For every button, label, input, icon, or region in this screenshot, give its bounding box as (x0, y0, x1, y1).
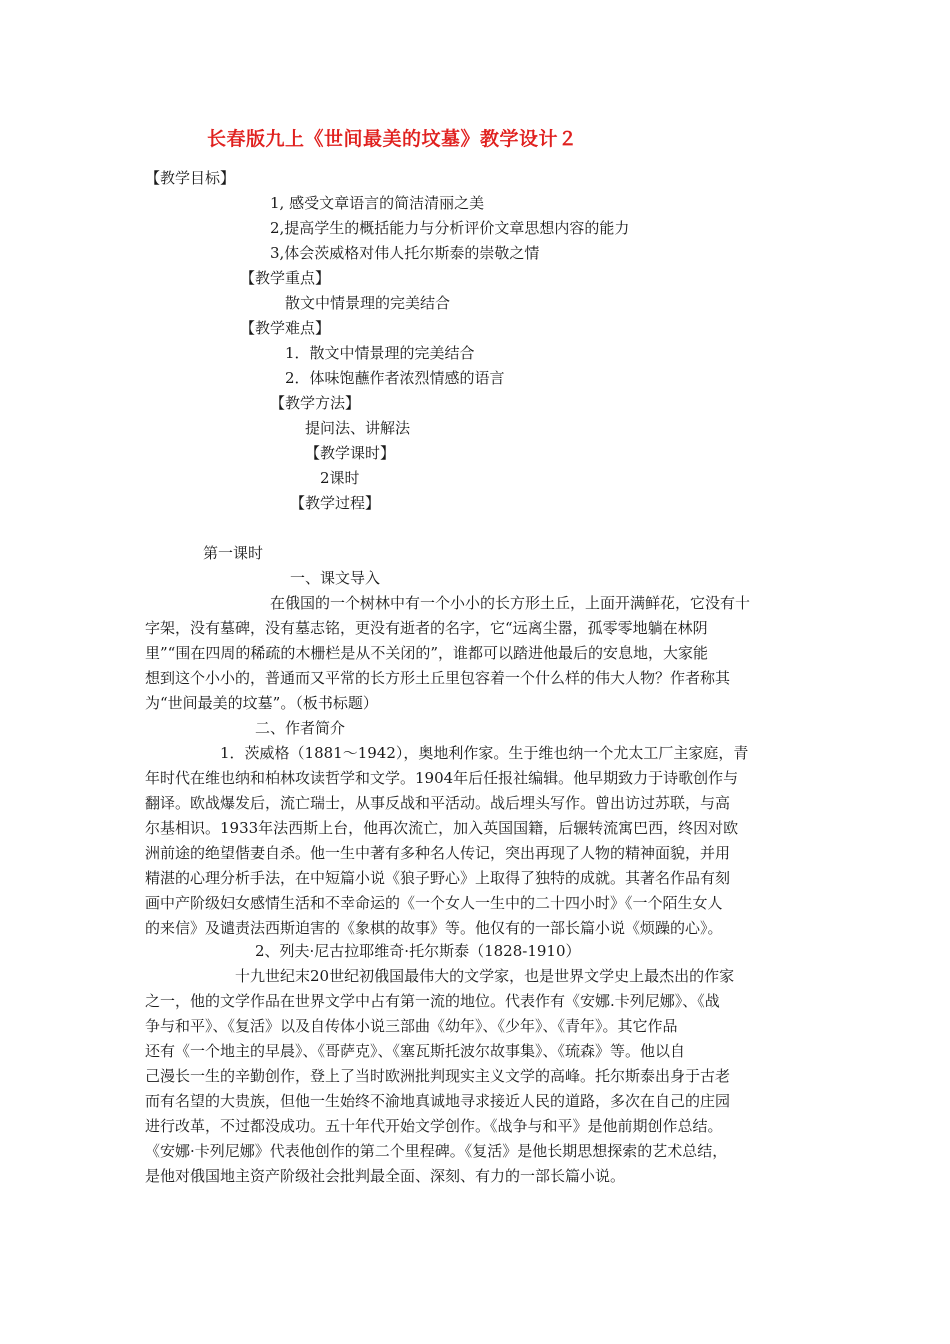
tolstoy-line: 而有名望的大贵族，但他一生始终不渝地真诚地寻求接近人民的道路，多次在自己的庄园 (145, 1092, 731, 1110)
process-heading: 【教学过程】 (290, 494, 381, 512)
goals-heading: 【教学目标】 (145, 169, 236, 187)
tolstoy-line: 进行改革，不过都没成功。五十年代开始文学创作。《战争与和平》是他前期创作总结。 (145, 1117, 723, 1135)
tolstoy-line: 《安娜·卡列尼娜》代表他创作的第二个里程碑。《复活》是他长期思想探索的艺术总结， (145, 1142, 728, 1160)
goal-item-3: 3,体会茨威格对伟人托尔斯泰的崇敬之情 (270, 244, 540, 262)
tolstoy-line: 还有《一个地主的早晨》、《哥萨克》、《塞瓦斯托波尔故事集》、《琉森》等。他以自 (145, 1042, 686, 1060)
zweig-line: 精湛的心理分析手法，在中短篇小说《狼子野心》上取得了独特的成就。其著名作品有刻 (145, 869, 731, 887)
zweig-line: 画中产阶级妇女感情生活和不幸命运的《一个女人一生中的二十四小时》《一个陌生女人 (145, 894, 723, 912)
zweig-line: 尔基相识。1933年法西斯上台，他再次流亡，加入英国国籍，后辗转流寓巴西，终因对欧 (145, 819, 739, 837)
zweig-paragraph (145, 741, 805, 941)
difficulty-item-2: 2．体味饱蘸作者浓烈情感的语言 (285, 369, 505, 387)
intro-paragraph (145, 591, 805, 716)
lesson1-heading: 第一课时 (203, 544, 264, 562)
zweig-line: 年时代在维也纳和柏林攻读哲学和文学。1904年后任报社编辑。他早期致力于诗歌创作与 (145, 769, 739, 787)
intro-line: 里”“围在四周的稀疏的木栅栏是从不关闭的”，谁都可以踏进他最后的安息地，大家能 (145, 644, 709, 662)
intro-line: 为“世间最美的坟墓”。（板书标题） (145, 694, 378, 712)
intro-heading: 一、课文导入 (290, 569, 381, 587)
intro-line: 想到这个小小的，普通而又平常的长方形土丘里包容着一个什么样的伟大人物？作者称其 (145, 669, 731, 687)
document-title: 长春版九上《世间最美的坟墓》教学设计２ (207, 128, 578, 150)
difficulty-item-1: 1．散文中情景理的完美结合 (285, 344, 475, 362)
tolstoy-line: 之一，他的文学作品在世界文学中占有第一流的地位。代表作有《安娜.卡列尼娜》、《战 (145, 992, 720, 1010)
intro-line: 字架，没有墓碑，没有墓志铭，更没有逝者的名字，它“远离尘嚣，孤零零地躺在林阴 (145, 619, 708, 637)
hours-text: 2课时 (320, 469, 360, 487)
tolstoy-line: 是他对俄国地主资产阶级社会批判最全面、深刻、有力的一部长篇小说。 (145, 1167, 626, 1185)
goal-item-2: 2,提高学生的概括能力与分析评价文章思想内容的能力 (270, 219, 630, 237)
tolstoy-line: 己漫长一生的辛勤创作，登上了当时欧洲批判现实主义文学的高峰。托尔斯泰出身于古老 (145, 1067, 731, 1085)
tolstoy-line: 争与和平》、《复活》以及自传体小说三部曲《幼年》、《少年》、《青年》。其它作品 (145, 1017, 678, 1035)
zweig-line: 的来信》及谴责法西斯迫害的《象棋的故事》等。他仅有的一部长篇小说《烦躁的心》。 (145, 919, 723, 937)
hours-heading: 【教学课时】 (305, 444, 396, 462)
zweig-line: 翻译。欧战爆发后，流亡瑞士，从事反战和平活动。战后埋头写作。曾出访过苏联，与高 (145, 794, 731, 812)
keypoints-text: 散文中情景理的完美结合 (285, 294, 451, 312)
keypoints-heading: 【教学重点】 (240, 269, 331, 287)
difficulties-heading: 【教学难点】 (240, 319, 331, 337)
zweig-line: 洲前途的绝望偕妻自杀。他一生中著有多种名人传记，突出再现了人物的精神面貌，并用 (145, 844, 731, 862)
author-heading: 二、作者简介 (255, 719, 346, 737)
methods-text: 提问法、讲解法 (305, 419, 411, 437)
tolstoy-line: 十九世纪末20世纪初俄国最伟大的文学家，也是世界文学史上最杰出的作家 (235, 967, 735, 985)
tolstoy-paragraph (145, 964, 805, 1189)
tolstoy-heading: 2、列夫·尼古拉耶维奇·托尔斯泰（1828-1910） (255, 942, 581, 960)
goal-item-1: 1, 感受文章语言的简洁清丽之美 (270, 194, 485, 212)
zweig-line: 1．茨威格（1881～1942），奥地利作家。生于维也纳一个尤太工厂主家庭，青 (220, 744, 749, 762)
intro-line: 在俄国的一个树林中有一个小小的长方形土丘，上面开满鲜花，它没有十 (270, 594, 751, 612)
methods-heading: 【教学方法】 (270, 394, 361, 412)
